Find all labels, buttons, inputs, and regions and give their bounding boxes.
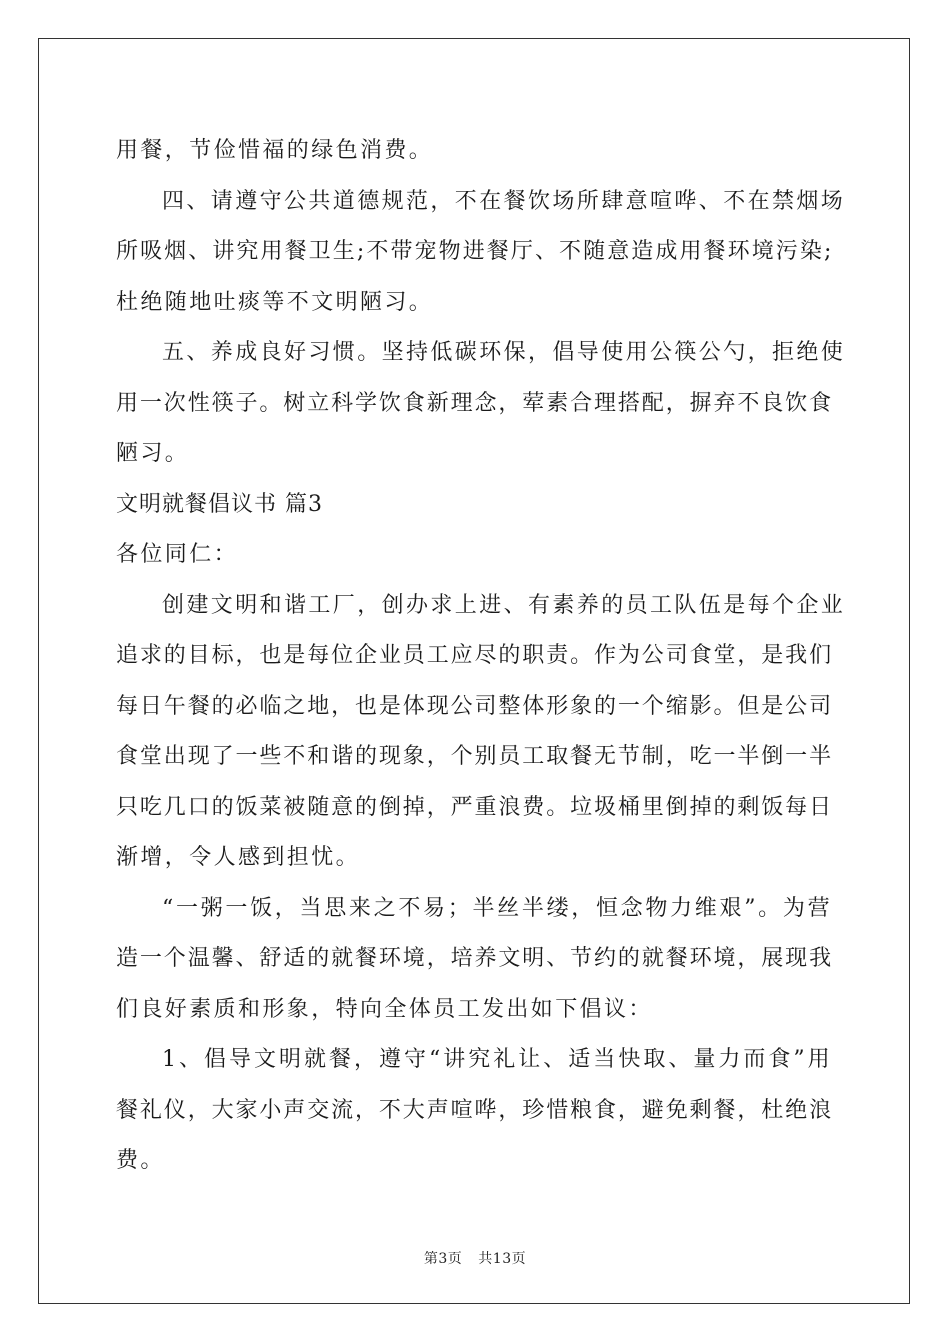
paragraph-line: 食堂出现了一些不和谐的现象，个别员工取餐无节制，吃一半倒一半: [116, 744, 832, 769]
paragraph-line: 每日午餐的必临之地，也是体现公司整体形象的一个缩影。但是公司: [116, 693, 832, 719]
document-body: [116, 126, 846, 1187]
page-number: 第3页: [423, 1251, 463, 1267]
paragraph-line: 渐增，令人感到担忧。: [116, 845, 361, 870]
paragraph-line: 用一次性筷子。树立科学饮食新理念，荤素合理搭配，摒弃不良饮食: [116, 390, 832, 416]
paragraph-line: “一粥一饭，当思来之不易；半丝半缕，恒念物力维艰”。为营: [162, 895, 832, 921]
page-total: 共13页: [478, 1251, 527, 1267]
paragraph-line: 陋习。: [116, 441, 190, 466]
paragraph-line: 用餐，节俭惜福的绿色消费。: [116, 138, 434, 163]
paragraph-line: 餐礼仪，大家小声交流，不大声喧哗，珍惜粮食，避免剩餐，杜绝浪: [116, 1097, 832, 1123]
paragraph-line: 们良好素质和形象，特向全体员工发出如下倡议：: [116, 996, 653, 1022]
paragraph-line: 四、请遵守公共道德规范，不在餐饮场所肆意喧哗、不在禁烟场: [162, 188, 846, 214]
section-heading: 文明就餐倡议书 篇3: [116, 491, 323, 517]
paragraph-line: 五、养成良好习惯。坚持低碳环保，倡导使用公筷公勺，拒绝使: [162, 340, 846, 365]
paragraph-line: 1、倡导文明就餐，遵守“讲究礼让、适当快取、量力而食”用: [162, 1047, 832, 1072]
paragraph-line: 造一个温馨、舒适的就餐环境，培养文明、节约的就餐环境，展现我: [116, 946, 832, 971]
paragraph-line: 只吃几口的饭菜被随意的倒掉，严重浪费。垃圾桶里倒掉的剩饭每日: [116, 794, 832, 820]
paragraph-line: 所吸烟、讲究用餐卫生;不带宠物进餐厅、不随意造成用餐环境污染;: [116, 239, 832, 264]
paragraph-line: 杜绝随地吐痰等不文明陋习。: [116, 289, 434, 315]
paragraph-line: 追求的目标，也是每位企业员工应尽的职责。作为公司食堂，是我们: [116, 643, 832, 668]
page-footer: [0, 1248, 950, 1268]
paragraph-line: 费。: [116, 1148, 165, 1173]
salutation: 各位同仁：: [116, 542, 239, 567]
paragraph-line: 创建文明和谐工厂，创办求上进、有素养的员工队伍是每个企业: [162, 592, 846, 618]
